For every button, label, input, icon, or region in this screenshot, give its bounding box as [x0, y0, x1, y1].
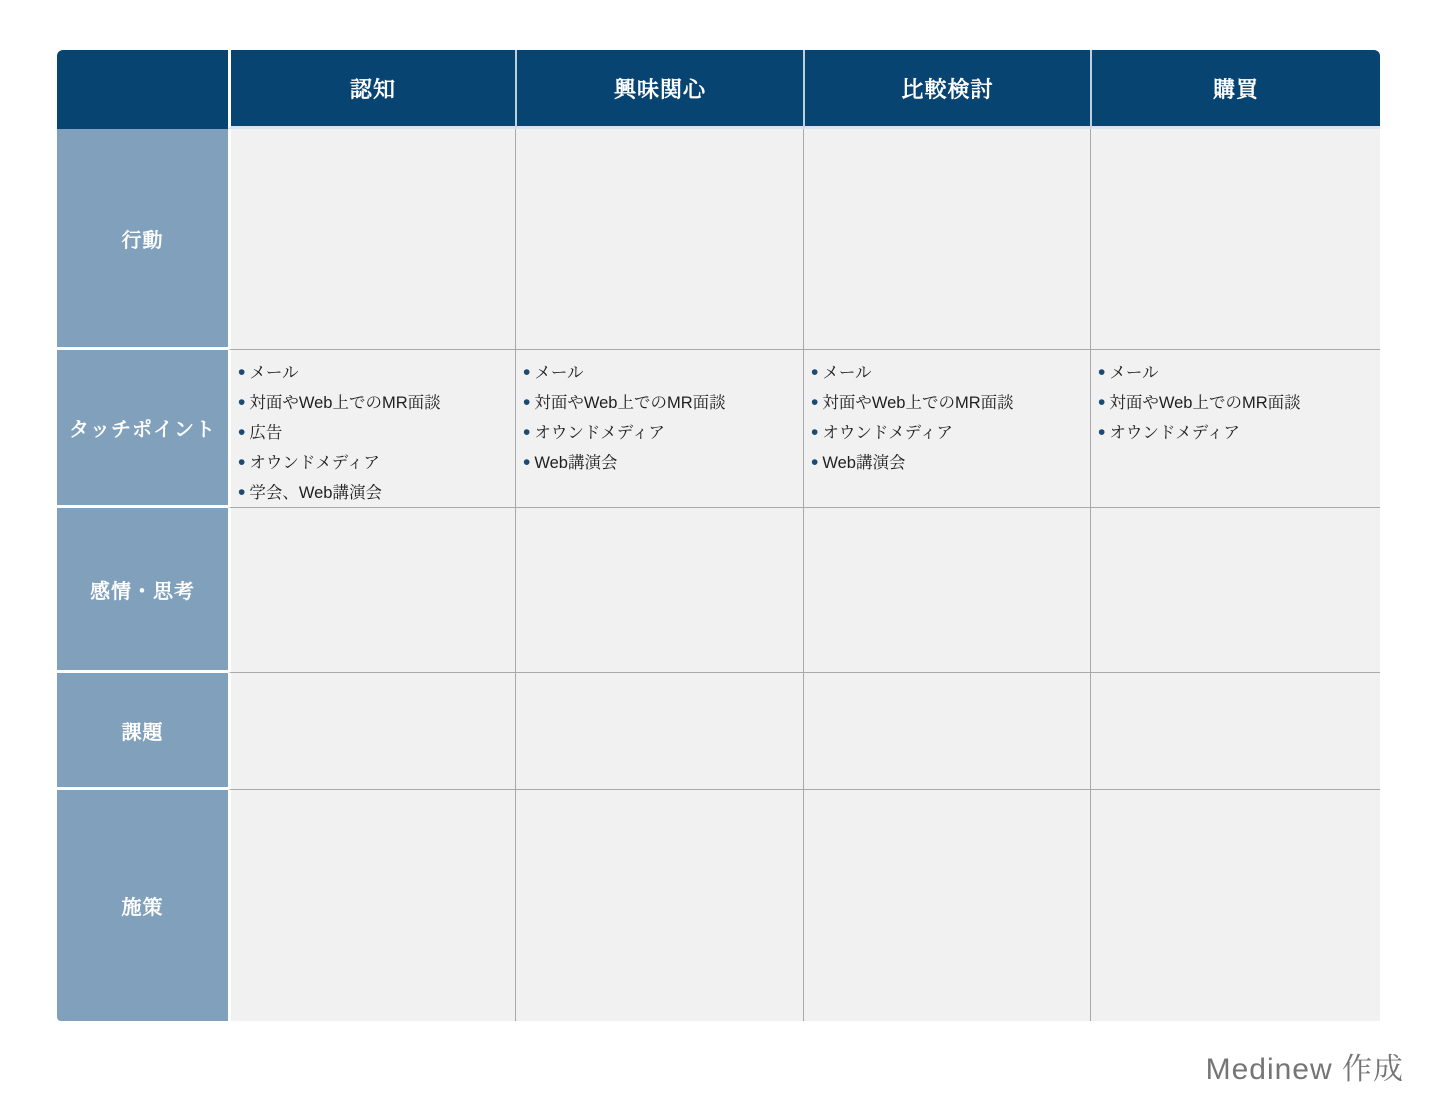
cell-issue-awareness: [228, 673, 515, 790]
stage-header-purchase: [1090, 50, 1380, 129]
list-item: [811, 448, 1082, 478]
cell-measure-awareness: [228, 790, 515, 1021]
stage-label: 興味関心: [613, 76, 706, 102]
touchpoint-item: Web講演会: [822, 454, 906, 472]
touchpoint-item: メール: [1109, 364, 1159, 382]
row-label: タッチポイント: [69, 419, 216, 441]
table-corner-cell: [57, 50, 228, 129]
bullet-dot-icon: •: [238, 451, 246, 474]
stage-label: 比較検討: [901, 76, 994, 102]
cell-touchpoint-comparison: [803, 350, 1090, 508]
cell-emotion-comparison: [803, 508, 1090, 673]
bullet-dot-icon: •: [238, 421, 246, 444]
bullet-list: [1091, 350, 1380, 448]
cell-touchpoint-interest: [515, 350, 803, 508]
touchpoint-item: オウンドメディア: [534, 424, 665, 442]
row-header-measure: [57, 790, 228, 1021]
cell-measure-interest: [515, 790, 803, 1021]
bullet-dot-icon: •: [1098, 421, 1106, 444]
bullet-list: [516, 350, 803, 478]
bullet-list: [231, 350, 515, 508]
row-header-touchpoint: [57, 350, 228, 508]
row-label: 感情・思考: [90, 580, 195, 603]
customer-journey-table: [57, 50, 1380, 1021]
cell-issue-purchase: [1090, 673, 1380, 790]
cell-action-interest: [515, 129, 803, 350]
bullet-dot-icon: •: [238, 481, 246, 504]
list-item: [811, 388, 1082, 418]
list-item: [1098, 418, 1372, 448]
cell-issue-interest: [515, 673, 803, 790]
bullet-dot-icon: •: [811, 421, 819, 444]
bullet-dot-icon: •: [238, 361, 246, 384]
list-item: [523, 418, 795, 448]
list-item: [1098, 358, 1372, 388]
row-label: 課題: [121, 721, 164, 744]
bullet-dot-icon: •: [238, 391, 246, 414]
touchpoint-item: 対面やWeb上でのMR面談: [822, 394, 1014, 412]
cell-emotion-interest: [515, 508, 803, 673]
list-item: [238, 388, 507, 418]
credit-text: Medinew 作成: [1205, 1053, 1404, 1086]
list-item: [1098, 388, 1372, 418]
cell-action-purchase: [1090, 129, 1380, 350]
bullet-dot-icon: •: [523, 361, 531, 384]
row-header-emotion: [57, 508, 228, 673]
cell-issue-comparison: [803, 673, 1090, 790]
bullet-dot-icon: •: [811, 451, 819, 474]
touchpoint-item: 広告: [249, 424, 283, 442]
cell-touchpoint-purchase: [1090, 350, 1380, 508]
touchpoint-item: Web講演会: [534, 454, 618, 472]
list-item: [238, 418, 507, 448]
stage-label: 購買: [1212, 76, 1259, 102]
touchpoint-item: 対面やWeb上でのMR面談: [1109, 394, 1301, 412]
touchpoint-item: 学会、Web講演会: [249, 484, 382, 502]
list-item: [523, 388, 795, 418]
cell-measure-comparison: [803, 790, 1090, 1021]
bullet-dot-icon: •: [811, 391, 819, 414]
bullet-list: [804, 350, 1090, 478]
bullet-dot-icon: •: [523, 391, 531, 414]
row-header-issue: [57, 673, 228, 790]
bullet-dot-icon: •: [523, 421, 531, 444]
row-label: 行動: [121, 229, 164, 252]
bullet-dot-icon: •: [811, 361, 819, 384]
touchpoint-item: メール: [822, 364, 872, 382]
touchpoint-item: メール: [249, 364, 299, 382]
touchpoint-item: オウンドメディア: [249, 454, 380, 472]
cell-emotion-awareness: [228, 508, 515, 673]
touchpoint-item: 対面やWeb上でのMR面談: [534, 394, 726, 412]
cell-action-awareness: [228, 129, 515, 350]
cell-action-comparison: [803, 129, 1090, 350]
touchpoint-item: メール: [534, 364, 584, 382]
touchpoint-item: オウンドメディア: [1109, 424, 1240, 442]
touchpoint-item: 対面やWeb上でのMR面談: [249, 394, 441, 412]
touchpoint-item: オウンドメディア: [822, 424, 953, 442]
stage-label: 認知: [349, 76, 396, 102]
stage-header-awareness: [228, 50, 515, 129]
list-item: [811, 358, 1082, 388]
list-item: [238, 448, 507, 478]
row-header-action: [57, 129, 228, 350]
bullet-dot-icon: •: [1098, 361, 1106, 384]
cell-touchpoint-awareness: [228, 350, 515, 508]
stage-header-comparison: [803, 50, 1090, 129]
list-item: [523, 448, 795, 478]
cell-emotion-purchase: [1090, 508, 1380, 673]
list-item: [238, 478, 507, 508]
list-item: [523, 358, 795, 388]
list-item: [811, 418, 1082, 448]
list-item: [238, 358, 507, 388]
stage-header-interest: [515, 50, 803, 129]
bullet-dot-icon: •: [1098, 391, 1106, 414]
bullet-dot-icon: •: [523, 451, 531, 474]
cell-measure-purchase: [1090, 790, 1380, 1021]
row-label: 施策: [121, 897, 164, 919]
